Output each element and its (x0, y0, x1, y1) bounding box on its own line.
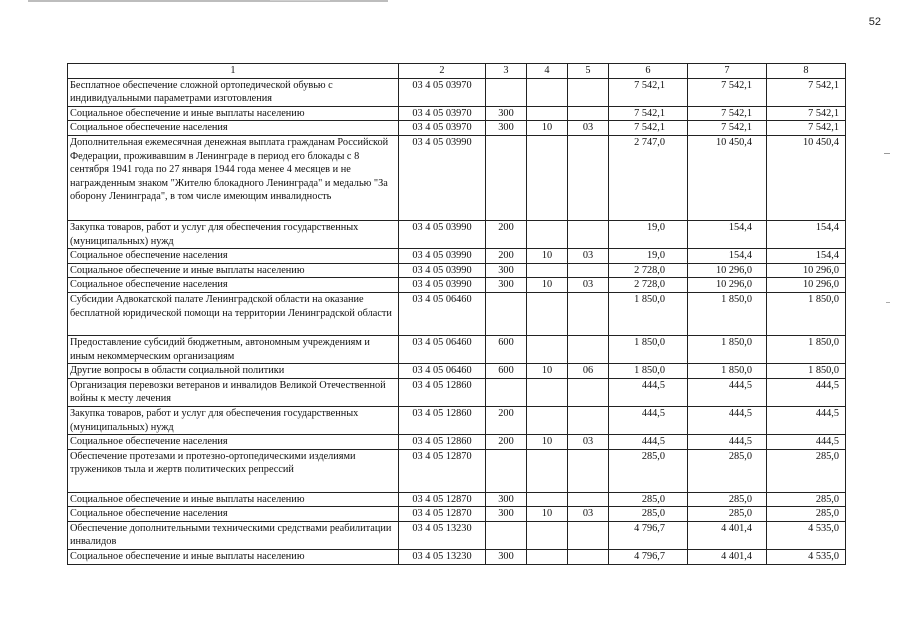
expense-type-cell (486, 292, 527, 335)
target-code-cell: 03 4 05 06460 (399, 335, 486, 363)
target-code-cell: 03 4 05 03990 (399, 278, 486, 293)
section-cell (527, 263, 568, 278)
section-cell (527, 135, 568, 220)
expense-type-cell: 300 (486, 278, 527, 293)
amount-col6-cell: 4 796,7 (609, 550, 688, 565)
subsection-cell (568, 550, 609, 565)
row-name-cell: Социальное обеспечение населения (68, 507, 399, 522)
column-header: 6 (609, 64, 688, 79)
amount-col6-cell: 7 542,1 (609, 78, 688, 106)
amount-col7-cell: 10 296,0 (688, 278, 767, 293)
column-header: 3 (486, 64, 527, 79)
amount-col8-cell: 7 542,1 (767, 121, 846, 136)
target-code-cell: 03 4 05 03970 (399, 78, 486, 106)
section-cell (527, 106, 568, 121)
section-cell (527, 292, 568, 335)
subsection-cell (568, 263, 609, 278)
amount-col6-cell: 19,0 (609, 220, 688, 248)
amount-col7-cell: 444,5 (688, 435, 767, 450)
amount-col8-cell: 4 535,0 (767, 550, 846, 565)
table-row (68, 292, 846, 335)
table-row (68, 263, 846, 278)
amount-col6-cell: 1 850,0 (609, 335, 688, 363)
target-code-cell: 03 4 05 12870 (399, 507, 486, 522)
section-cell (527, 378, 568, 406)
subsection-cell (568, 449, 609, 492)
target-code-cell: 03 4 05 12860 (399, 435, 486, 450)
amount-col8-cell: 444,5 (767, 378, 846, 406)
amount-col7-cell: 4 401,4 (688, 521, 767, 549)
table-body (68, 64, 846, 565)
amount-col8-cell: 10 296,0 (767, 263, 846, 278)
table-row (68, 278, 846, 293)
amount-col8-cell: 1 850,0 (767, 364, 846, 379)
amount-col7-cell: 444,5 (688, 378, 767, 406)
expense-type-cell: 200 (486, 435, 527, 450)
row-name-cell: Закупка товаров, работ и услуг для обеспечения государственных (муниципальных) нужд (68, 220, 399, 248)
amount-col6-cell: 1 850,0 (609, 364, 688, 379)
amount-col6-cell: 444,5 (609, 435, 688, 450)
amount-col7-cell: 154,4 (688, 249, 767, 264)
amount-col7-cell: 1 850,0 (688, 335, 767, 363)
column-header: 2 (399, 64, 486, 79)
target-code-cell: 03 4 05 03990 (399, 135, 486, 220)
amount-col8-cell: 285,0 (767, 492, 846, 507)
amount-col7-cell: 285,0 (688, 492, 767, 507)
amount-col8-cell: 285,0 (767, 449, 846, 492)
amount-col6-cell: 7 542,1 (609, 121, 688, 136)
amount-col8-cell: 154,4 (767, 249, 846, 264)
target-code-cell: 03 4 05 03990 (399, 263, 486, 278)
amount-col8-cell: 444,5 (767, 435, 846, 450)
column-header: 4 (527, 64, 568, 79)
amount-col6-cell: 285,0 (609, 507, 688, 522)
amount-col7-cell: 4 401,4 (688, 550, 767, 565)
table-row (68, 135, 846, 220)
target-code-cell: 03 4 05 12860 (399, 406, 486, 434)
amount-col6-cell: 285,0 (609, 449, 688, 492)
expense-type-cell: 300 (486, 121, 527, 136)
section-cell (527, 406, 568, 434)
column-header: 5 (568, 64, 609, 79)
table-row (68, 106, 846, 121)
expense-type-cell (486, 521, 527, 549)
section-cell (527, 220, 568, 248)
amount-col8-cell: 7 542,1 (767, 78, 846, 106)
table-row (68, 335, 846, 363)
row-name-cell: Социальное обеспечение и иные выплаты населению (68, 106, 399, 121)
row-name-cell: Предоставление субсидий бюджетным, автономным учреждениям и иным некоммерческим организациям (68, 335, 399, 363)
target-code-cell: 03 4 05 03970 (399, 121, 486, 136)
amount-col7-cell: 154,4 (688, 220, 767, 248)
amount-col6-cell: 1 850,0 (609, 292, 688, 335)
expense-type-cell: 600 (486, 335, 527, 363)
column-header: 8 (767, 64, 846, 79)
expense-type-cell: 600 (486, 364, 527, 379)
subsection-cell (568, 521, 609, 549)
expense-type-cell: 300 (486, 263, 527, 278)
table-row (68, 435, 846, 450)
amount-col6-cell: 7 542,1 (609, 106, 688, 121)
expense-type-cell: 300 (486, 507, 527, 522)
row-name-cell: Дополнительная ежемесячная денежная выплата гражданам Российской Федерации, проживавшим в Ленинграде в период его блокады с 8 сентября 1941 года по 27 января 1944 года менее 4 месяцев и не награжденным знаком "Жителю блокадного Ленинграда" и медалью "За оборону Ленинграда", в том числе имеющим инвалидность (68, 135, 399, 220)
subsection-cell (568, 135, 609, 220)
table-row (68, 378, 846, 406)
row-name-cell: Обеспечение протезами и протезно-ортопедическими изделиями тружеников тыла и жертв политических репрессий (68, 449, 399, 492)
amount-col8-cell: 154,4 (767, 220, 846, 248)
target-code-cell: 03 4 05 06460 (399, 292, 486, 335)
subsection-cell: 03 (568, 278, 609, 293)
target-code-cell: 03 4 05 13230 (399, 521, 486, 549)
subsection-cell: 03 (568, 249, 609, 264)
margin-mark (886, 302, 890, 303)
table-row (68, 507, 846, 522)
expense-type-cell (486, 135, 527, 220)
scan-edge-mark (270, 0, 330, 1)
row-name-cell: Другие вопросы в области социальной политики (68, 364, 399, 379)
section-cell (527, 335, 568, 363)
amount-col8-cell: 4 535,0 (767, 521, 846, 549)
section-cell: 10 (527, 364, 568, 379)
target-code-cell: 03 4 05 12860 (399, 378, 486, 406)
row-name-cell: Субсидии Адвокатской палате Ленинградской области на оказание бесплатной юридической помощи на территории Ленинградской области (68, 292, 399, 335)
amount-col7-cell: 7 542,1 (688, 106, 767, 121)
subsection-cell: 03 (568, 121, 609, 136)
section-cell: 10 (527, 435, 568, 450)
row-name-cell: Обеспечение дополнительными техническими средствами реабилитации инвалидов (68, 521, 399, 549)
amount-col8-cell: 7 542,1 (767, 106, 846, 121)
amount-col8-cell: 10 296,0 (767, 278, 846, 293)
subsection-cell (568, 292, 609, 335)
subsection-cell (568, 106, 609, 121)
target-code-cell: 03 4 05 12870 (399, 449, 486, 492)
row-name-cell: Социальное обеспечение населения (68, 249, 399, 264)
row-name-cell: Социальное обеспечение и иные выплаты населению (68, 550, 399, 565)
amount-col6-cell: 19,0 (609, 249, 688, 264)
expense-type-cell: 200 (486, 249, 527, 264)
section-cell: 10 (527, 249, 568, 264)
amount-col6-cell: 2 747,0 (609, 135, 688, 220)
section-cell (527, 521, 568, 549)
subsection-cell: 03 (568, 435, 609, 450)
row-name-cell: Социальное обеспечение и иные выплаты населению (68, 263, 399, 278)
margin-mark (884, 153, 890, 154)
target-code-cell: 03 4 05 06460 (399, 364, 486, 379)
column-header: 7 (688, 64, 767, 79)
subsection-cell (568, 406, 609, 434)
section-cell (527, 492, 568, 507)
subsection-cell (568, 378, 609, 406)
row-name-cell: Социальное обеспечение населения (68, 278, 399, 293)
scan-edge-mark (28, 0, 388, 2)
section-cell (527, 78, 568, 106)
amount-col6-cell: 444,5 (609, 378, 688, 406)
section-cell: 10 (527, 278, 568, 293)
amount-col6-cell: 285,0 (609, 492, 688, 507)
expense-type-cell: 300 (486, 492, 527, 507)
amount-col8-cell: 1 850,0 (767, 292, 846, 335)
amount-col7-cell: 10 450,4 (688, 135, 767, 220)
section-cell (527, 550, 568, 565)
expense-type-cell: 200 (486, 220, 527, 248)
table-row (68, 121, 846, 136)
expense-type-cell: 300 (486, 106, 527, 121)
amount-col7-cell: 7 542,1 (688, 121, 767, 136)
table-row (68, 406, 846, 434)
target-code-cell: 03 4 05 12870 (399, 492, 486, 507)
subsection-cell (568, 220, 609, 248)
column-header: 1 (68, 64, 399, 79)
table-row (68, 449, 846, 492)
row-name-cell: Социальное обеспечение населения (68, 435, 399, 450)
amount-col8-cell: 10 450,4 (767, 135, 846, 220)
row-name-cell: Социальное обеспечение и иные выплаты населению (68, 492, 399, 507)
subsection-cell (568, 78, 609, 106)
section-cell: 10 (527, 121, 568, 136)
amount-col8-cell: 285,0 (767, 507, 846, 522)
expense-type-cell: 200 (486, 406, 527, 434)
target-code-cell: 03 4 05 03970 (399, 106, 486, 121)
subsection-cell (568, 335, 609, 363)
expense-type-cell: 300 (486, 550, 527, 565)
amount-col7-cell: 444,5 (688, 406, 767, 434)
row-name-cell: Закупка товаров, работ и услуг для обеспечения государственных (муниципальных) нужд (68, 406, 399, 434)
amount-col7-cell: 7 542,1 (688, 78, 767, 106)
expense-type-cell (486, 378, 527, 406)
expense-type-cell (486, 78, 527, 106)
budget-table (67, 63, 846, 565)
amount-col8-cell: 1 850,0 (767, 335, 846, 363)
table-row (68, 364, 846, 379)
column-number-header-row (68, 64, 846, 79)
amount-col8-cell: 444,5 (767, 406, 846, 434)
table-row (68, 78, 846, 106)
table-row (68, 521, 846, 549)
section-cell (527, 449, 568, 492)
page-number: 52 (868, 16, 881, 28)
amount-col7-cell: 1 850,0 (688, 364, 767, 379)
row-name-cell: Организация перевозки ветеранов и инвалидов Великой Отечественной войны к месту лечения (68, 378, 399, 406)
amount-col7-cell: 285,0 (688, 507, 767, 522)
row-name-cell: Социальное обеспечение населения (68, 121, 399, 136)
target-code-cell: 03 4 05 03990 (399, 220, 486, 248)
target-code-cell: 03 4 05 03990 (399, 249, 486, 264)
amount-col7-cell: 1 850,0 (688, 292, 767, 335)
table-row (68, 492, 846, 507)
subsection-cell: 06 (568, 364, 609, 379)
section-cell: 10 (527, 507, 568, 522)
amount-col6-cell: 444,5 (609, 406, 688, 434)
subsection-cell (568, 492, 609, 507)
amount-col6-cell: 2 728,0 (609, 263, 688, 278)
amount-col6-cell: 2 728,0 (609, 278, 688, 293)
amount-col7-cell: 10 296,0 (688, 263, 767, 278)
subsection-cell: 03 (568, 507, 609, 522)
table-row (68, 249, 846, 264)
table-row (68, 220, 846, 248)
row-name-cell: Бесплатное обеспечение сложной ортопедической обувью с индивидуальными параметрами изготовления (68, 78, 399, 106)
amount-col7-cell: 285,0 (688, 449, 767, 492)
amount-col6-cell: 4 796,7 (609, 521, 688, 549)
table-row (68, 550, 846, 565)
expense-type-cell (486, 449, 527, 492)
target-code-cell: 03 4 05 13230 (399, 550, 486, 565)
